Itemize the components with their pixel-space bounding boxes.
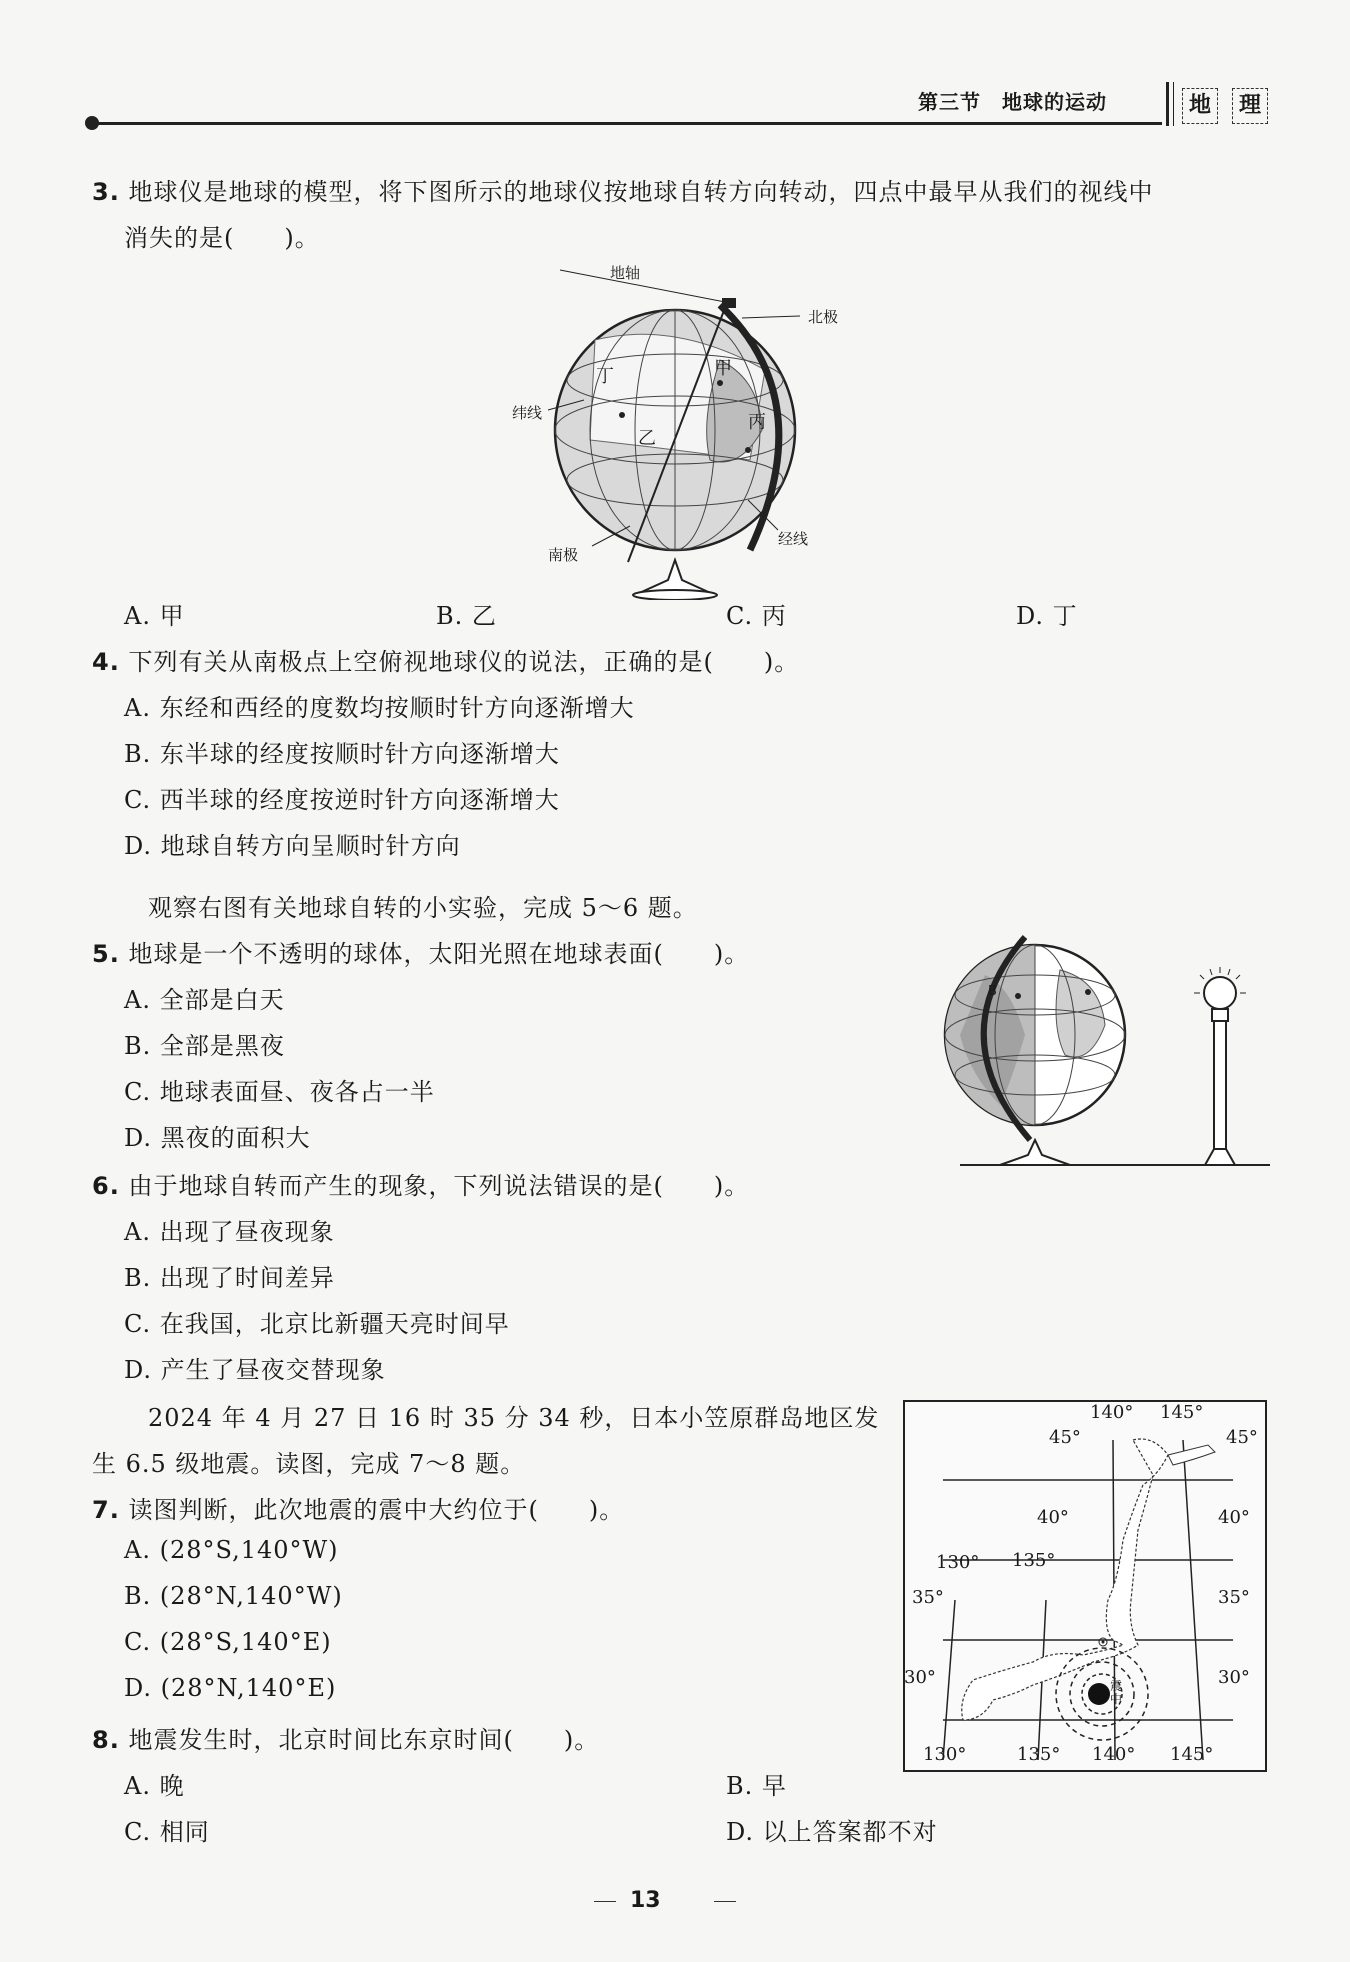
q3-option-c: C. 丙 [726,602,787,630]
map-lon-bottom-135: 135° [1017,1744,1061,1765]
q7-option-a: A. (28°S,140°W) [124,1536,339,1564]
q3-option-a: A. 甲 [124,602,185,630]
map-lon-bottom-140: 140° [1092,1744,1136,1765]
q5-option-d: D. 黑夜的面积大 [124,1124,311,1152]
intro-q7-8-line2: 生 6.5 级地震。读图，完成 7～8 题。 [92,1450,526,1478]
map-lon-bottom-145: 145° [1170,1744,1214,1765]
q4-option-d: D. 地球自转方向呈顺时针方向 [124,832,461,860]
q6-option-c: C. 在我国，北京比新疆天亮时间早 [124,1310,510,1338]
point-jia: 甲 [714,358,732,379]
q8-option-d: D. 以上答案都不对 [726,1818,938,1846]
q7-text: 读图判断，此次地震的震中大约位于( )。 [128,1496,625,1524]
q7-number: 7. [92,1496,120,1524]
header-divider [1166,82,1169,126]
q4-option-a: A. 东经和西经的度数均按顺时针方向逐渐增大 [124,694,635,722]
intro-q5-6: 观察右图有关地球自转的小实验，完成 5～6 题。 [148,894,698,922]
point-ding: 丁 [596,366,614,387]
label-north-pole: 北极 [808,308,839,326]
map-lat-right-45: 45° [1226,1427,1258,1448]
q8-option-a: A. 晚 [124,1772,185,1800]
label-earth-axis: 地轴 [610,264,641,282]
q5-number: 5. [92,940,120,968]
q5-option-a: A. 全部是白天 [124,986,285,1014]
map-lon-top-145: 145° [1160,1402,1204,1423]
q5-option-b: B. 全部是黑夜 [124,1032,285,1060]
q6-option-a: A. 出现了昼夜现象 [124,1218,335,1246]
subject-char-2: 理 [1232,88,1268,124]
map-lat-left-40: 40° [1037,1507,1069,1528]
page-number-dash-right [714,1901,736,1902]
intro-q7-8-line1: 2024 年 4 月 27 日 16 时 35 分 34 秒，日本小笠原群岛地区发 [148,1404,880,1432]
map-lat-right-35: 35° [1218,1587,1250,1608]
map-lon-mid-130: 130° [936,1552,980,1573]
q6-number: 6. [92,1172,120,1200]
q8-option-c: C. 相同 [124,1818,210,1846]
q7-option-c: C. (28°S,140°E) [124,1628,332,1656]
q6-stem [92,1166,749,1201]
q3-option-b: B. 乙 [436,602,497,630]
q4-stem [92,642,799,677]
q4-text: 下列有关从南极点上空俯视地球仪的说法，正确的是( )。 [128,648,800,676]
q8-number: 8. [92,1726,120,1754]
map-lat-left-35: 35° [912,1587,944,1608]
label-latitude-line: 纬线 [512,404,543,422]
globe-point-b: B [988,984,997,999]
q5-text: 地球是一个不透明的球体，太阳光照在地球表面( )。 [128,940,750,968]
map-epicenter-label: 震中 [1110,1679,1123,1706]
q3-stem-line2: 消失的是( )。 [124,224,320,252]
q6-option-b: B. 出现了时间差异 [124,1264,335,1292]
q7-option-b: B. (28°N,140°W) [124,1582,343,1610]
q8-text: 地震发生时，北京时间比东京时间( )。 [128,1726,600,1754]
map-lon-mid-135: 135° [1012,1550,1056,1571]
q3-option-d: D. 丁 [1016,602,1078,630]
japan-earthquake-map [903,1400,1267,1772]
page-number: 13 [630,1888,661,1913]
globe-drawing [548,270,800,600]
subject-char-1: 地 [1182,88,1218,124]
header-rule [92,122,1162,125]
point-bing: 丙 [748,412,766,433]
q5-option-c: C. 地球表面昼、夜各占一半 [124,1078,435,1106]
map-lon-top-140: 140° [1090,1402,1134,1423]
q3-stem-line1 [92,172,1153,207]
map-drawing [904,1401,1266,1771]
globe-lamp-drawing [945,937,1270,1165]
map-lat-right-40: 40° [1218,1507,1250,1528]
map-lat-left-30: 30° [904,1667,936,1688]
q3-number: 3. [92,178,120,206]
label-south-pole: 南极 [548,546,579,564]
map-lon-bottom-130: 130° [923,1744,967,1765]
q7-stem [92,1490,624,1525]
q3-text: 地球仪是地球的模型，将下图所示的地球仪按地球自转方向转动，四点中最早从我们的视线中 [128,178,1154,206]
page-number-dash-left [594,1901,616,1902]
q5-stem [92,934,749,969]
q4-option-b: B. 东半球的经度按顺时针方向逐渐增大 [124,740,560,768]
section-title: 第三节 地球的运动 [918,90,1107,114]
q6-option-d: D. 产生了昼夜交替现象 [124,1356,386,1384]
q7-option-d: D. (28°N,140°E) [124,1674,337,1702]
q6-text: 由于地球自转而产生的现象，下列说法错误的是( )。 [128,1172,750,1200]
q8-option-b: B. 早 [726,1772,787,1800]
map-lat-left-45: 45° [1049,1427,1081,1448]
point-yi: 乙 [638,428,656,449]
map-lat-right-30: 30° [1218,1667,1250,1688]
q4-number: 4. [92,648,120,676]
globe-lamp-figure [930,925,1270,1175]
label-longitude-line: 经线 [778,530,809,548]
q8-stem [92,1720,599,1755]
q4-option-c: C. 西半球的经度按逆时针方向逐渐增大 [124,786,560,814]
header-divider-thin [1173,82,1174,126]
